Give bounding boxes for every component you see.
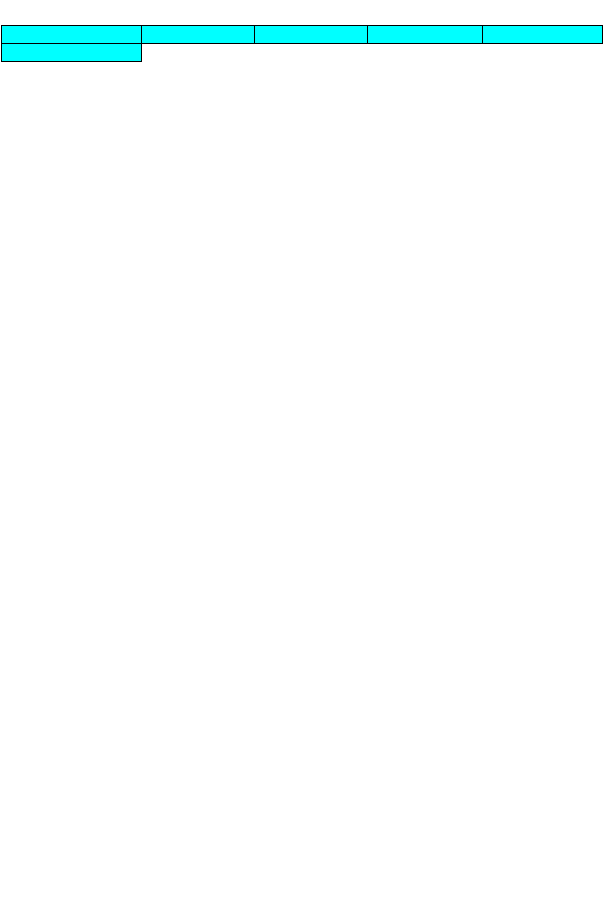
- header-continent: [2, 26, 142, 44]
- header-group-total: [483, 26, 603, 44]
- header-group-arroz: [368, 26, 483, 44]
- header-row-years: [2, 44, 603, 62]
- header-row-groups: [2, 26, 603, 44]
- header-group-grano-crudo: [255, 26, 368, 44]
- header-pais: [2, 44, 142, 62]
- cereal-production-table: [1, 25, 603, 62]
- header-group-trigo: [142, 26, 255, 44]
